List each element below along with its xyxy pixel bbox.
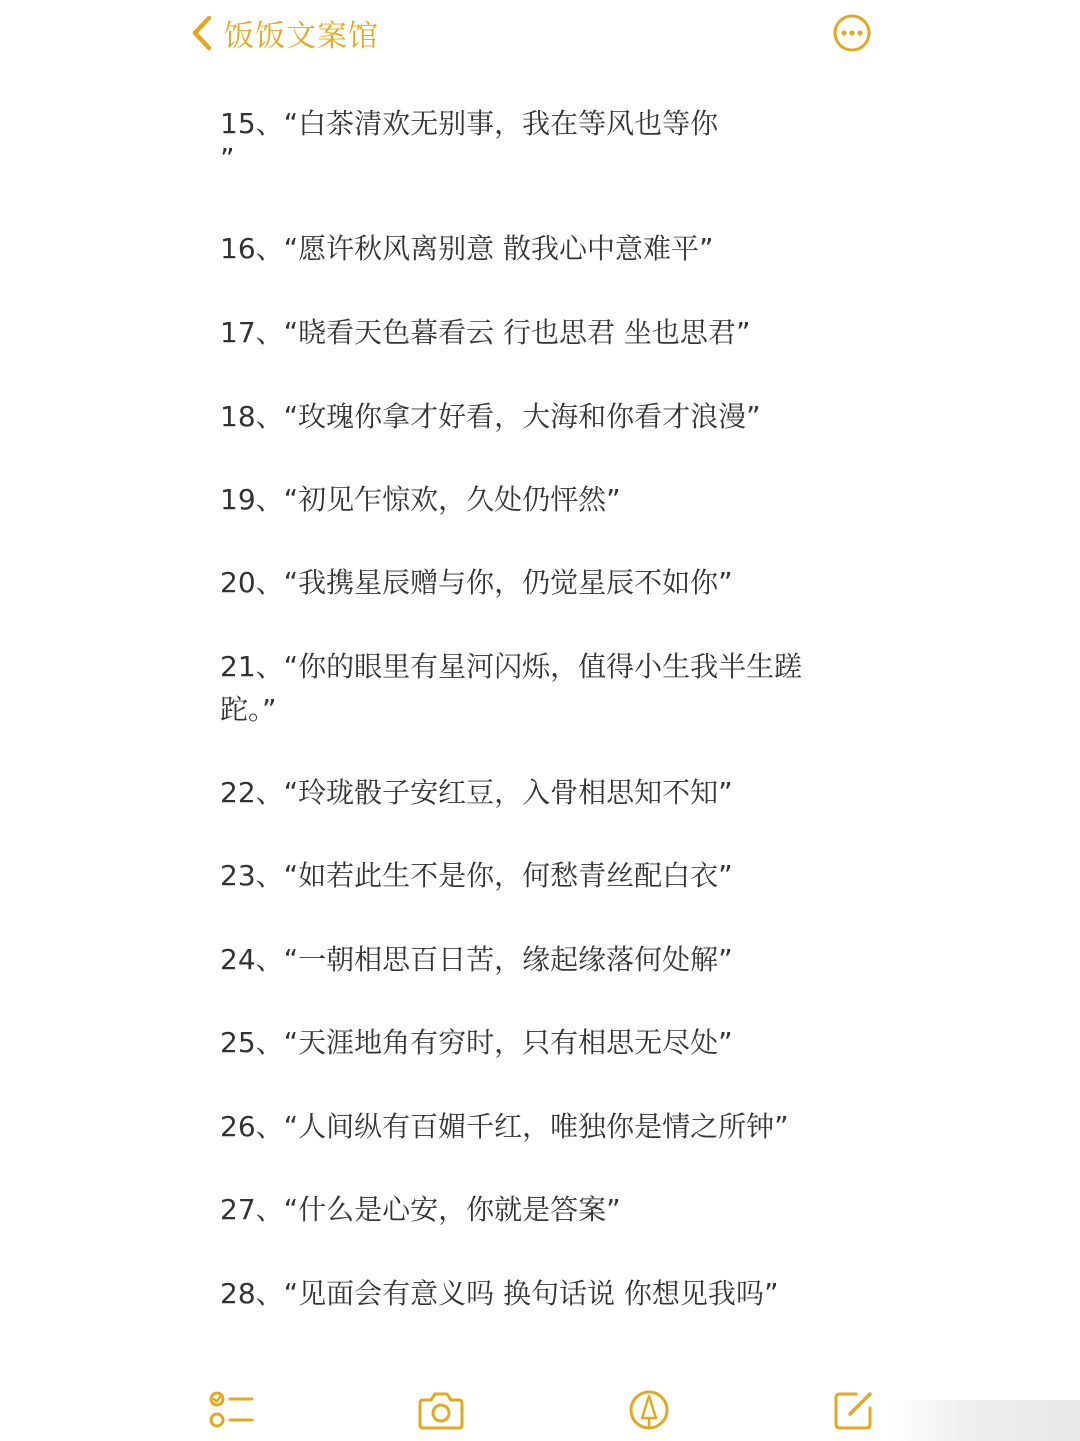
note-line: 28、“见面会有意义吗 换句话说 你想见我吗” xyxy=(220,1277,779,1310)
compose-button[interactable] xyxy=(832,1388,876,1432)
note-line: 25、“天涯地角有穷时，只有相思无尽处” xyxy=(220,1026,733,1059)
note-line: 16、“愿许秋风离别意 散我心中意难平” xyxy=(220,232,714,265)
checklist-icon xyxy=(208,1388,254,1432)
note-line: 27、“什么是心安，你就是答案” xyxy=(220,1193,621,1226)
note-line: 23、“如若此生不是你，何愁青丝配白衣” xyxy=(220,859,733,892)
note-line: ” xyxy=(220,142,235,175)
camera-icon xyxy=(417,1388,465,1432)
note-line: 跎。” xyxy=(220,693,277,726)
markup-pen-icon xyxy=(627,1388,671,1432)
note-line: 21、“你的眼里有星河闪烁，值得小生我半生蹉 xyxy=(220,650,803,683)
note-line: 15、“白茶清欢无别事，我在等风也等你 xyxy=(220,107,719,140)
chevron-left-icon xyxy=(190,15,214,51)
note-line: 22、“玲珑骰子安红豆，入骨相思知不知” xyxy=(220,776,733,809)
back-button[interactable] xyxy=(190,10,379,56)
note-line: 18、“玫瑰你拿才好看，大海和你看才浪漫” xyxy=(220,400,761,433)
compose-icon xyxy=(832,1388,876,1432)
camera-button[interactable] xyxy=(417,1388,465,1432)
back-label: 饭饭文案馆 xyxy=(224,19,379,54)
checklist-button[interactable] xyxy=(208,1388,254,1432)
note-line: 17、“晓看天色暮看云 行也思君 坐也思君” xyxy=(220,316,751,349)
markup-button[interactable] xyxy=(627,1388,671,1432)
more-button[interactable] xyxy=(832,13,872,53)
ellipsis-circle-icon xyxy=(832,13,872,53)
note-line: 26、“人间纵有百媚千红，唯独你是情之所钟” xyxy=(220,1110,789,1143)
note-line: 20、“我携星辰赠与你，仍觉星辰不如你” xyxy=(220,566,733,599)
watermark xyxy=(890,1400,1080,1441)
note-line: 24、“一朝相思百日苦，缘起缘落何处解” xyxy=(220,943,733,976)
nav-bar xyxy=(0,0,1080,70)
note-line: 19、“初见乍惊欢，久处仍怦然” xyxy=(220,483,621,516)
